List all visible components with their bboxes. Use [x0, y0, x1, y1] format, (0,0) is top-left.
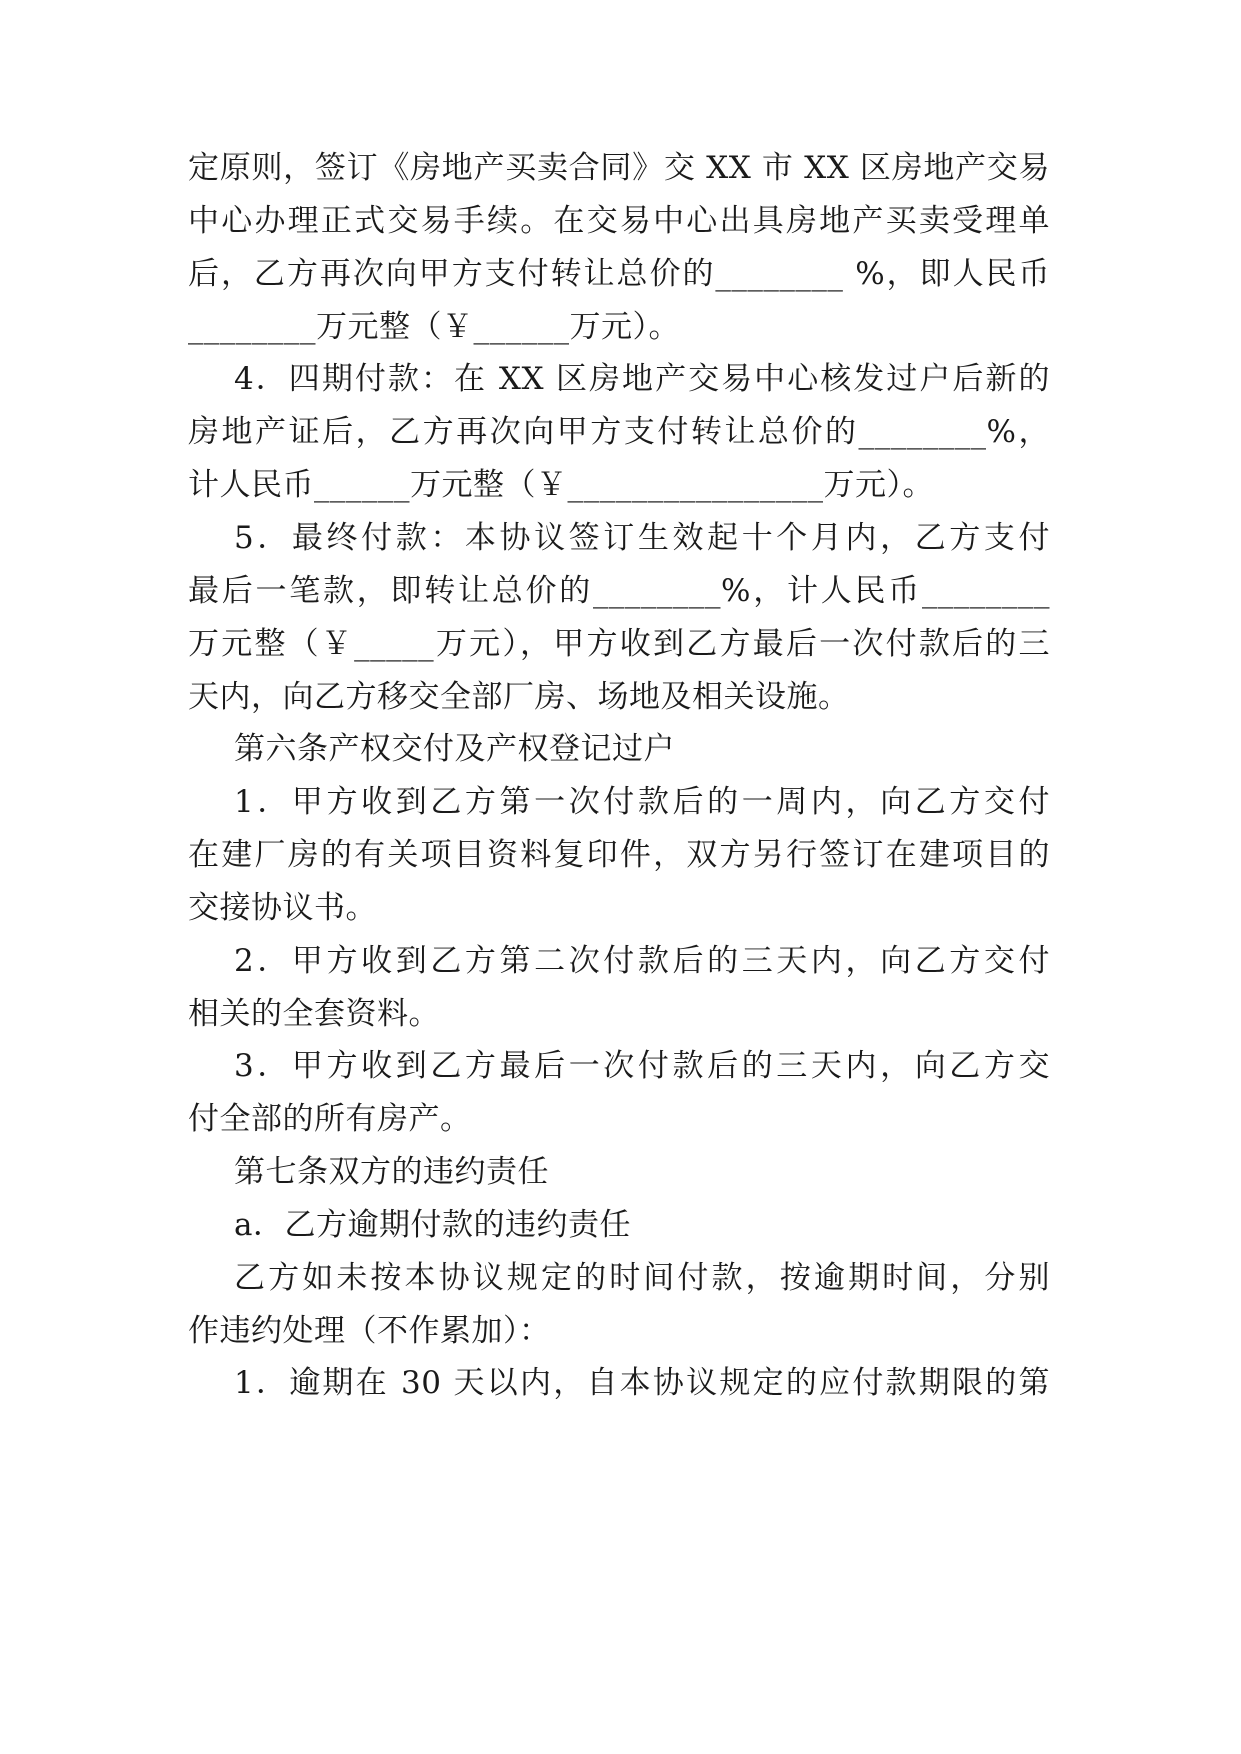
section-heading: 第七条双方的违约责任 — [234, 1154, 549, 1190]
text-line: 5．最终付款：本协议签订生效起十个月内，乙方支付 — [234, 520, 1050, 556]
text-line: 1．逾期在 30 天以内，自本协议规定的应付款期限的第 — [234, 1365, 1050, 1401]
text-line: 天内，向乙方移交全部厂房、场地及相关设施。 — [188, 679, 850, 715]
text-line: 相关的全套资料。 — [188, 996, 440, 1032]
text-line: 付全部的所有房产。 — [188, 1101, 472, 1137]
text-line: ________万元整（￥______万元）。 — [188, 309, 680, 345]
text-line: 乙方如未按本协议规定的时间付款，按逾期时间，分别 — [234, 1260, 1050, 1296]
text-line: 3．甲方收到乙方最后一次付款后的三天内，向乙方交 — [234, 1048, 1050, 1084]
text-line: 2．甲方收到乙方第二次付款后的三天内，向乙方交付 — [234, 943, 1050, 979]
text-line: 在建厂房的有关项目资料复印件，双方另行签订在建项目的 — [188, 837, 1050, 873]
text-line: 作违约处理（不作累加）： — [188, 1313, 551, 1349]
text-line: 中心办理正式交易手续。在交易中心出具房地产买卖受理单 — [188, 203, 1050, 239]
text-line: 万元整（￥_____万元），甲方收到乙方最后一次付款后的三 — [188, 626, 1050, 662]
text-line: 4．四期付款：在 XX 区房地产交易中心核发过户后新的 — [234, 361, 1050, 397]
text-line: 交接协议书。 — [188, 890, 377, 926]
text-line: 后，乙方再次向甲方支付转让总价的________ %，即人民币 — [188, 256, 1050, 292]
text-line: 计人民币______万元整（￥________________万元）。 — [188, 467, 934, 503]
text-line: 1．甲方收到乙方第一次付款后的一周内，向乙方交付 — [234, 784, 1050, 820]
text-line: 最后一笔款，即转让总价的________%，计人民币________ — [188, 573, 1050, 609]
text-line: 定原则，签订《房地产买卖合同》交 XX 市 XX 区房地产交易 — [188, 150, 1050, 186]
text-line: 房地产证后，乙方再次向甲方支付转让总价的________%， — [188, 414, 1050, 450]
subsection-heading: a．乙方逾期付款的违约责任 — [234, 1207, 631, 1243]
section-heading: 第六条产权交付及产权登记过户 — [234, 731, 675, 767]
